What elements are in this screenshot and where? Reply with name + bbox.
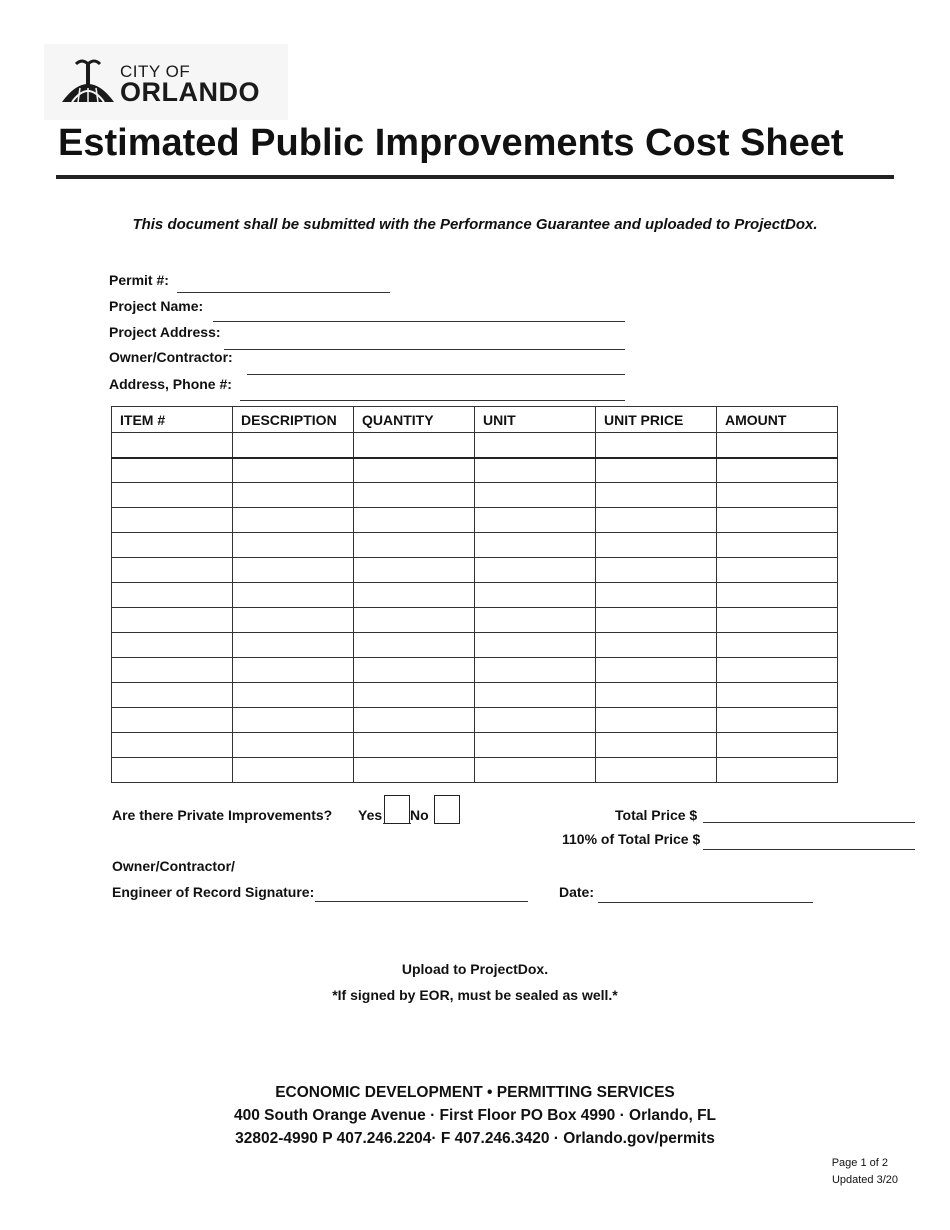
table-cell[interactable]: [717, 433, 838, 458]
table-cell[interactable]: [354, 508, 475, 533]
footer-department: ECONOMIC DEVELOPMENT • PERMITTING SERVICES: [275, 1084, 675, 1101]
table-cell[interactable]: [354, 533, 475, 558]
table-body: [112, 433, 838, 783]
cost-table: [111, 406, 838, 783]
no-checkbox[interactable]: [434, 795, 460, 824]
page-title: Estimated Public Improvements Cost Sheet: [58, 122, 844, 164]
table-cell[interactable]: [475, 483, 596, 508]
table-cell[interactable]: [475, 558, 596, 583]
permit-label: Permit #:: [109, 272, 169, 288]
yes-checkbox[interactable]: [384, 795, 410, 824]
owner-contractor-input-line[interactable]: [247, 374, 625, 375]
table-cell[interactable]: [354, 483, 475, 508]
table-row: [112, 683, 838, 708]
table-cell[interactable]: [596, 433, 717, 458]
title-divider: [56, 175, 894, 179]
column-header: AMOUNT: [717, 407, 838, 433]
table-cell[interactable]: [717, 508, 838, 533]
signature-label-line2: Engineer of Record Signature:: [112, 884, 315, 900]
upload-instruction: Upload to ProjectDox.: [401, 961, 549, 977]
table-cell[interactable]: [475, 583, 596, 608]
table-cell[interactable]: [112, 433, 233, 458]
total-110-input-line[interactable]: [703, 849, 915, 850]
logo-city-of: CITY OF: [120, 62, 191, 81]
table-cell[interactable]: [596, 583, 717, 608]
table-cell[interactable]: [596, 758, 717, 783]
table-cell[interactable]: [596, 508, 717, 533]
table-cell[interactable]: [475, 608, 596, 633]
table-cell[interactable]: [112, 683, 233, 708]
logo-orlando: ORLANDO: [120, 77, 260, 107]
table-cell[interactable]: [475, 708, 596, 733]
city-seal-icon: [60, 58, 116, 104]
table-cell[interactable]: [596, 483, 717, 508]
column-header: DESCRIPTION: [233, 407, 354, 433]
table-cell[interactable]: [596, 633, 717, 658]
table-cell[interactable]: [233, 633, 354, 658]
table-cell[interactable]: [596, 558, 717, 583]
table-cell[interactable]: [717, 558, 838, 583]
footer-address-line2: 32802-4990 P 407.246.2204· F 407.246.3420 · Orlando.gov/permits: [235, 1130, 715, 1147]
project-name-label: Project Name:: [109, 298, 204, 314]
address-phone-input-line[interactable]: [240, 400, 625, 401]
table-cell[interactable]: [112, 633, 233, 658]
table-cell[interactable]: [354, 558, 475, 583]
table-cell[interactable]: [475, 458, 596, 483]
table-row: [112, 733, 838, 758]
table-row: [112, 633, 838, 658]
table-cell[interactable]: [112, 508, 233, 533]
table-row: [112, 708, 838, 733]
table-cell[interactable]: [233, 458, 354, 483]
table-cell[interactable]: [233, 758, 354, 783]
table-cell[interactable]: [112, 458, 233, 483]
table-cell[interactable]: [596, 733, 717, 758]
column-header: ITEM #: [112, 407, 233, 433]
project-name-input-line[interactable]: [213, 321, 625, 322]
table-cell[interactable]: [475, 633, 596, 658]
table-cell[interactable]: [354, 708, 475, 733]
table-cell[interactable]: [596, 658, 717, 683]
address-phone-label: Address, Phone #:: [109, 376, 232, 392]
table-row: [112, 558, 838, 583]
table-cell[interactable]: [112, 658, 233, 683]
project-address-label: Project Address:: [109, 324, 221, 340]
table-cell[interactable]: [475, 733, 596, 758]
table-cell[interactable]: [717, 683, 838, 708]
total-110-label: 110% of Total Price $: [562, 831, 701, 847]
seal-note: *If signed by EOR, must be sealed as well.*: [332, 987, 618, 1003]
table-cell[interactable]: [717, 658, 838, 683]
footer-address-line1: 400 South Orange Avenue · First Floor PO Box 4990 · Orlando, FL: [233, 1107, 717, 1124]
table-cell[interactable]: [233, 733, 354, 758]
project-address-input-line[interactable]: [224, 349, 625, 350]
table-cell[interactable]: [717, 733, 838, 758]
table-cell[interactable]: [717, 458, 838, 483]
table-cell[interactable]: [354, 683, 475, 708]
table-row: [112, 583, 838, 608]
table-cell[interactable]: [475, 658, 596, 683]
submission-notice: This document shall be submitted with the Performance Guarantee and uploaded to ProjectDox.: [132, 216, 818, 233]
table-cell[interactable]: [354, 458, 475, 483]
table-cell[interactable]: [717, 633, 838, 658]
owner-contractor-label: Owner/Contractor:: [109, 349, 233, 365]
table-cell[interactable]: [233, 708, 354, 733]
table-cell[interactable]: [596, 608, 717, 633]
table-cell[interactable]: [596, 533, 717, 558]
table-cell[interactable]: [233, 558, 354, 583]
table-row: [112, 433, 838, 458]
column-header: UNIT PRICE: [596, 407, 717, 433]
table-row: [112, 758, 838, 783]
total-price-input-line[interactable]: [703, 822, 915, 823]
table-cell[interactable]: [596, 683, 717, 708]
table-cell[interactable]: [112, 608, 233, 633]
table-cell[interactable]: [475, 758, 596, 783]
table-cell[interactable]: [112, 733, 233, 758]
table-cell[interactable]: [233, 483, 354, 508]
table-cell[interactable]: [233, 583, 354, 608]
no-label: No: [410, 807, 429, 823]
table-cell[interactable]: [112, 708, 233, 733]
table-cell[interactable]: [596, 708, 717, 733]
updated-date: Updated 3/20: [831, 1174, 898, 1186]
signature-input-line[interactable]: [315, 901, 528, 902]
table-header-row: [112, 407, 838, 433]
table-cell[interactable]: [112, 533, 233, 558]
table-row: [112, 483, 838, 508]
table-cell[interactable]: [717, 708, 838, 733]
table-cell[interactable]: [475, 433, 596, 458]
table-cell[interactable]: [112, 483, 233, 508]
city-logo: [44, 44, 288, 120]
table-row: [112, 458, 838, 483]
table-cell[interactable]: [717, 608, 838, 633]
table-cell[interactable]: [354, 658, 475, 683]
table-cell[interactable]: [112, 583, 233, 608]
total-price-label: Total Price $: [615, 807, 698, 823]
signature-label-line1: Owner/Contractor/: [112, 858, 235, 874]
table-cell[interactable]: [233, 533, 354, 558]
table-cell[interactable]: [354, 583, 475, 608]
table-row: [112, 658, 838, 683]
column-header: UNIT: [475, 407, 596, 433]
table-cell[interactable]: [717, 583, 838, 608]
date-input-line[interactable]: [598, 902, 813, 903]
table-row: [112, 533, 838, 558]
table-cell[interactable]: [717, 533, 838, 558]
table-cell[interactable]: [475, 508, 596, 533]
table-row: [112, 608, 838, 633]
table-cell[interactable]: [717, 483, 838, 508]
table-cell[interactable]: [354, 608, 475, 633]
yes-label: Yes: [358, 807, 383, 823]
table-cell[interactable]: [233, 608, 354, 633]
table-cell[interactable]: [112, 758, 233, 783]
page-number: Page 1 of 2: [831, 1157, 888, 1169]
table-cell[interactable]: [112, 558, 233, 583]
table-cell[interactable]: [233, 508, 354, 533]
table-cell[interactable]: [233, 433, 354, 458]
table-cell[interactable]: [475, 533, 596, 558]
table-cell[interactable]: [717, 758, 838, 783]
table-cell[interactable]: [354, 633, 475, 658]
table-cell[interactable]: [354, 733, 475, 758]
table-cell[interactable]: [475, 683, 596, 708]
table-row: [112, 508, 838, 533]
date-label: Date:: [559, 884, 595, 900]
permit-input-line[interactable]: [177, 292, 390, 293]
table-cell[interactable]: [354, 758, 475, 783]
table-cell[interactable]: [233, 683, 354, 708]
column-header: QUANTITY: [354, 407, 475, 433]
table-cell[interactable]: [354, 433, 475, 458]
private-improvements-question: Are there Private Improvements?: [112, 807, 333, 823]
table-cell[interactable]: [596, 458, 717, 483]
table-cell[interactable]: [233, 658, 354, 683]
